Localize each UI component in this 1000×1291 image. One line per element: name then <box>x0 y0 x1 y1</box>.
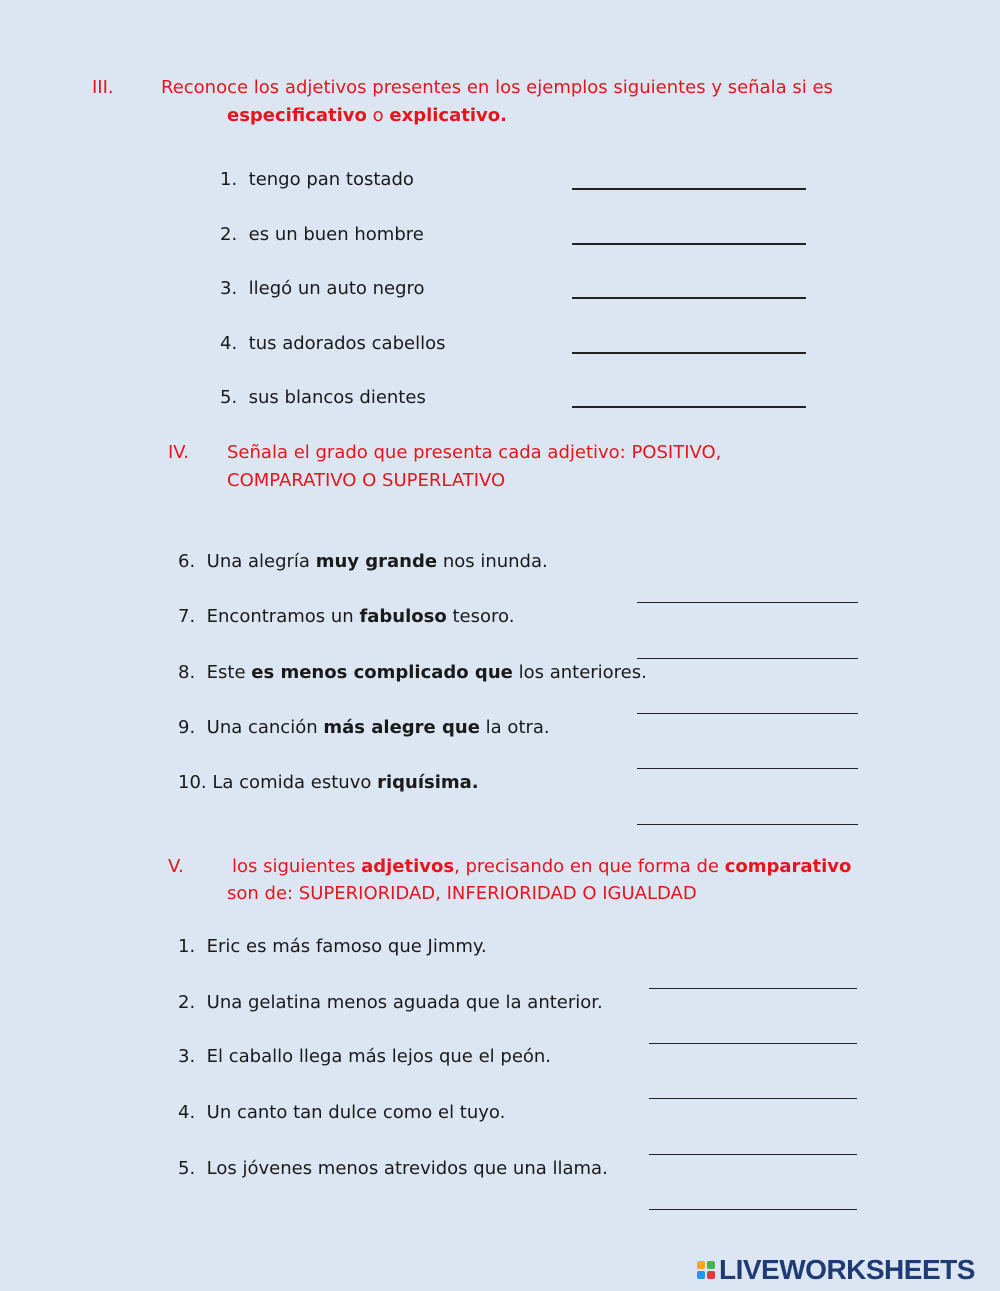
item-text: Una gelatina menos aguada que la anterior. <box>206 992 603 1013</box>
list-item <box>220 278 425 299</box>
item-text: La comida estuvo <box>212 772 372 793</box>
section-4-instruction-line2: COMPARATIVO O SUPERLATIVO <box>227 470 506 491</box>
item-text: los anteriores. <box>518 662 647 683</box>
item-text: tesoro. <box>452 606 515 627</box>
answer-blank[interactable] <box>649 1098 857 1099</box>
item-text: es un buen hombre <box>248 224 424 245</box>
item-text: Este <box>206 662 246 683</box>
item-number: 5. <box>220 387 238 408</box>
section-3-options <box>227 102 507 130</box>
answer-blank[interactable] <box>572 243 806 245</box>
logo-text: LIVEWORKSHEETS <box>719 1254 975 1285</box>
item-text: Un canto tan dulce como el tuyo. <box>206 1102 506 1123</box>
logo-square <box>707 1271 715 1279</box>
option-connector: o <box>372 105 384 126</box>
answer-blank[interactable] <box>637 713 858 714</box>
list-item <box>178 992 603 1013</box>
item-text: tus adorados cabellos <box>248 333 446 354</box>
section-5-instruction-line1 <box>232 853 851 881</box>
instruction-keyword-adjetivos: adjetivos <box>361 856 455 877</box>
answer-blank[interactable] <box>637 658 858 659</box>
list-item <box>178 1102 505 1123</box>
item-adjective: es menos complicado que <box>251 662 513 683</box>
item-text: Eric es más famoso que Jimmy. <box>206 936 487 957</box>
list-item <box>178 772 479 793</box>
item-text: Encontramos un <box>206 606 354 627</box>
item-number: 5. <box>178 1158 196 1179</box>
item-text: llegó un auto negro <box>248 278 425 299</box>
item-adjective: fabuloso <box>359 606 447 627</box>
section-5-instruction-line2: son de: SUPERIORIDAD, INFERIORIDAD O IGUALDAD <box>227 883 697 904</box>
section-5-numeral: V. <box>168 856 184 877</box>
section-4-instruction-line1: Señala el grado que presenta cada adjetivo: POSITIVO, <box>227 442 722 463</box>
item-text: tengo pan tostado <box>248 169 414 190</box>
answer-blank[interactable] <box>649 1209 857 1210</box>
item-number: 2. <box>178 992 196 1013</box>
list-item <box>220 224 424 245</box>
item-number: 2. <box>220 224 238 245</box>
item-text: Una canción <box>206 717 318 738</box>
option-explicativo: explicativo. <box>389 105 507 126</box>
answer-blank[interactable] <box>649 1154 857 1155</box>
answer-blank[interactable] <box>649 1043 857 1044</box>
section-3-instruction: Reconoce los adjetivos presentes en los ejemplos siguientes y señala si es <box>161 77 833 98</box>
list-item <box>178 717 550 738</box>
answer-blank[interactable] <box>637 602 858 603</box>
item-number: 1. <box>220 169 238 190</box>
answer-blank[interactable] <box>637 824 858 825</box>
item-number: 8. <box>178 662 196 683</box>
item-text: la otra. <box>485 717 550 738</box>
list-item <box>178 551 548 572</box>
instruction-text: los siguientes <box>232 856 356 877</box>
list-item <box>178 1158 608 1179</box>
list-item <box>178 662 647 683</box>
answer-blank[interactable] <box>572 188 806 190</box>
logo-square <box>697 1271 705 1279</box>
liveworksheets-logo[interactable] <box>697 1255 975 1285</box>
logo-square <box>707 1261 715 1269</box>
answer-blank[interactable] <box>572 406 806 408</box>
item-number: 10. <box>178 772 207 793</box>
answer-blank[interactable] <box>572 352 806 354</box>
instruction-text: , precisando en que forma de <box>454 856 719 877</box>
list-item <box>178 936 487 957</box>
list-item <box>178 1046 551 1067</box>
item-number: 3. <box>220 278 238 299</box>
instruction-keyword-comparativo: comparativo <box>724 856 852 877</box>
section-4-numeral: IV. <box>168 442 190 463</box>
item-text: El caballo llega más lejos que el peón. <box>206 1046 552 1067</box>
item-number: 7. <box>178 606 196 627</box>
item-number: 6. <box>178 551 196 572</box>
item-number: 4. <box>178 1102 196 1123</box>
item-text: Una alegría <box>206 551 310 572</box>
answer-blank[interactable] <box>572 297 806 299</box>
logo-icon <box>697 1261 715 1279</box>
option-especificativo: especificativo <box>227 105 367 126</box>
item-text: Los jóvenes menos atrevidos que una llama. <box>206 1158 608 1179</box>
item-adjective: más alegre que <box>323 717 480 738</box>
item-adjective: riquísima. <box>377 772 479 793</box>
list-item <box>220 387 426 408</box>
answer-blank[interactable] <box>649 988 857 989</box>
item-adjective: muy grande <box>315 551 438 572</box>
list-item <box>178 606 514 627</box>
item-number: 1. <box>178 936 196 957</box>
section-3-numeral: III. <box>92 77 114 98</box>
list-item <box>220 333 445 354</box>
logo-square <box>697 1261 705 1269</box>
item-number: 4. <box>220 333 238 354</box>
item-text: sus blancos dientes <box>248 387 426 408</box>
item-text: nos inunda. <box>442 551 548 572</box>
item-number: 9. <box>178 717 196 738</box>
item-number: 3. <box>178 1046 196 1067</box>
list-item <box>220 169 414 190</box>
answer-blank[interactable] <box>637 768 858 769</box>
